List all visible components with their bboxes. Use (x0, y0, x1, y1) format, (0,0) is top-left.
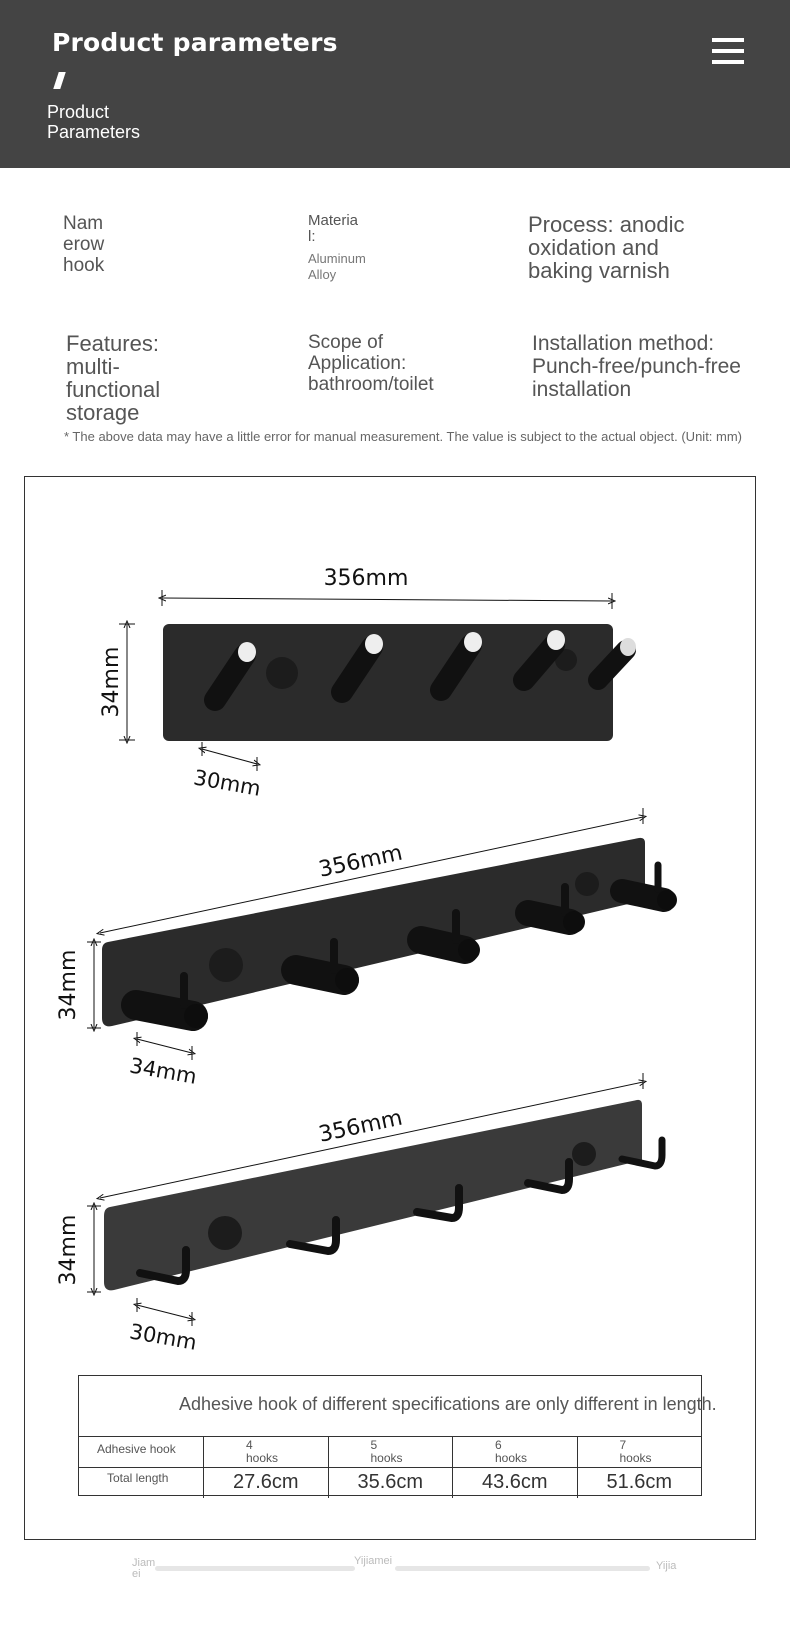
diagram-3 (56, 1073, 662, 1355)
diagram-1-depth: 30mm (191, 765, 263, 801)
hook-count: 5 hooks (370, 1438, 403, 1465)
footer-bar (155, 1566, 355, 1571)
hook-count: 4 hooks (246, 1438, 279, 1465)
param-features: Features: multi- functional storage (66, 331, 161, 425)
diagram-3-length: 356mm (316, 1105, 405, 1148)
hook-count: 6 hooks (495, 1438, 528, 1465)
page-title: Product parameters (52, 28, 338, 57)
table-cell (577, 1468, 702, 1498)
diagram-2 (56, 808, 677, 1089)
row-head-label: Adhesive hook (97, 1442, 176, 1456)
footer-bar (395, 1566, 650, 1571)
table-cell (452, 1468, 577, 1498)
total-length-value: 51.6cm (606, 1471, 673, 1493)
param-installation: Installation method: Punch-free/punch-free installation (532, 332, 741, 401)
param-process: Process: anodic oxidation and baking varnish (528, 212, 685, 283)
table-cell (577, 1437, 702, 1468)
param-material: Materia l: (308, 212, 359, 245)
table-cell (79, 1437, 203, 1468)
table-cell (79, 1468, 203, 1498)
table-cell (328, 1468, 453, 1498)
diagram-2-height: 34mm (56, 949, 81, 1021)
total-length-value: 27.6cm (232, 1471, 299, 1493)
watermark-footer (0, 1556, 790, 1596)
param-scope: Scope of Application: bathroom/toilet (308, 332, 434, 395)
diagram-1-length: 356mm (323, 566, 409, 591)
table-cell (328, 1437, 453, 1468)
diagram-3-height: 34mm (56, 1214, 81, 1286)
page-subtitle: Product Parameters (47, 102, 141, 142)
footer-watermark-right: Yijia (656, 1560, 677, 1572)
diagram-3-depth: 30mm (127, 1319, 199, 1355)
spec-table-caption: Adhesive hook of different specifications are only different in length. (179, 1394, 717, 1414)
table-cell (452, 1437, 577, 1468)
table-cell (203, 1437, 328, 1468)
table-row-hooks (79, 1436, 701, 1468)
table-cell (203, 1468, 328, 1498)
row-length-label: Total length (107, 1471, 169, 1485)
diagram-2-depth: 34mm (127, 1053, 199, 1089)
footer-watermark-left: Jiam ei (132, 1557, 156, 1580)
param-material-value: Aluminum Alloy (308, 251, 366, 282)
total-length-value: 35.6cm (357, 1471, 424, 1493)
hook-count: 7 hooks (619, 1438, 652, 1465)
spec-table (78, 1375, 717, 1496)
diagram-1-height: 34mm (99, 646, 124, 718)
total-length-value: 43.6cm (481, 1471, 548, 1493)
measurement-note: * The above data may have a little error for manual measurement. The value is subject to the actual object. (Unit: mm) (64, 429, 743, 444)
footer-watermark-center: Yijiamei (354, 1555, 393, 1567)
diagram-1 (99, 566, 636, 801)
param-name: Nam erow hook (63, 213, 105, 276)
diagram-2-length: 356mm (316, 840, 405, 883)
table-row-length (79, 1467, 701, 1498)
